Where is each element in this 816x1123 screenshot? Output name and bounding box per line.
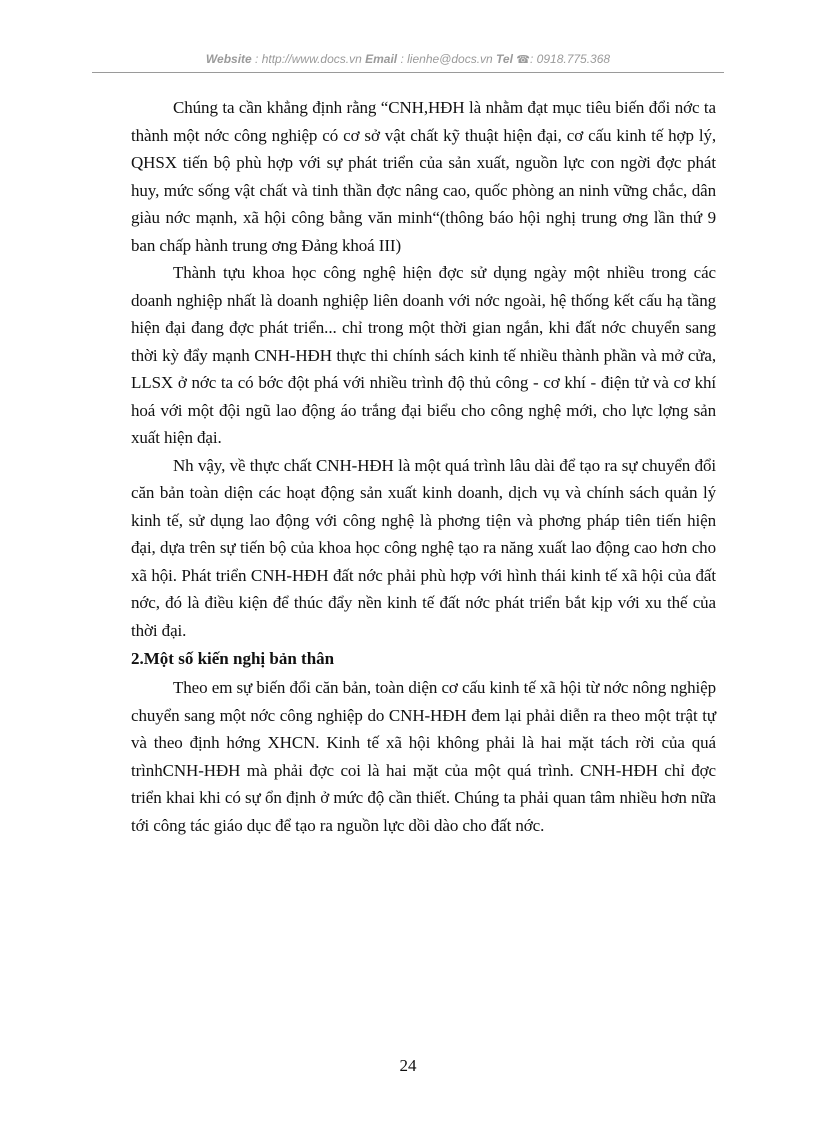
section-paragraph-1: Theo em sự biến đổi căn bản, toàn diện cơ cấu kinh tế xã hội từ nớc nông nghiệp chuyển sang một nớc công nghiệp do CNH-HĐH đem lại phải diễn ra theo một trật tự và theo định hớng XHCN. Kinh tế xã hội không phải là hai mặt tách rời của quá trìnhCNH-HĐH mà phải đợc coi là hai mặt của một quá trình. CNH-HĐH chỉ đợc triển khai khi có sự ổn định ở mức độ cần thiết. Chúng ta phải quan tâm nhiều hơn nữa tới công tác giáo dục để tạo ra nguồn lực dồi dào cho đất nớc. [131,678,716,835]
document-body [131,94,716,839]
section-heading: 2.Một số kiến nghị bản thân [131,649,335,668]
page-number: 24 [399,1056,417,1075]
phone-icon: ☎ [516,54,530,66]
paragraph-3: Nh vậy, về thực chất CNH-HĐH là một quá trình lâu dài để tạo ra sự chuyển đổi căn bản toàn diện các hoạt động sản xuất kinh doanh, dịch vụ và chính sách quản lý kinh tế, sử dụng lao động với công nghệ là phơng tiện và phơng pháp tiên tiến hiện đại, dựa trên sự tiến bộ của khoa học công nghệ tạo ra năng xuất lao động cao hơn cho xã hội. Phát triển CNH-HĐH đất nớc phải phù hợp với hình thái kinh tế xã hội của đất nớc, đó là điều kiện để thúc đẩy nền kinh tế đất nớc phát triển bắt kịp với xu thế của thời đại. [131,455,716,640]
page-header [92,50,724,73]
email-label: Email [365,52,398,66]
email-address: : lienhe@docs.vn [400,52,493,66]
tel-label: Tel [496,52,513,66]
website-url: : http://www.docs.vn [255,52,362,66]
paragraph-1: Chúng ta cần khẳng định rằng “CNH,HĐH là nhằm đạt mục tiêu biến đổi nớc ta thành một nớc công nghiệp có cơ sở vật chất kỹ thuật hiện đại, cơ cấu kinh tế hợp lý, QHSX tiến bộ phù hợp với sự phát triển của sản xuất, nguồn lực con ngời đợc phát huy, mức sống vật chất và tinh thần đợc nâng cao, quốc phòng an ninh vững chắc, dân giàu nớc mạnh, xã hội công bằng văn minh“(thông báo hội nghị trung ơng lần thứ 9 ban chấp hành trung ơng Đảng khoá III) [131,98,716,255]
website-label: Website [205,52,252,66]
phone-number: : 0918.775.368 [530,52,611,66]
paragraph-2: Thành tựu khoa học công nghệ hiện đợc sử dụng ngày một nhiều trong các doanh nghiệp nhất là doanh nghiệp liên doanh với nớc ngoài, hệ thống kết cấu hạ tầng hiện đại đang đợc phát triển... chỉ trong một thời gian ngắn, khi đất nớc chuyển sang thời kỳ đẩy mạnh CNH-HĐH thực thi chính sách kinh tế nhiều thành phần và mở cửa, LLSX ở nớc ta có bớc đột phá với nhiều trình độ thủ công - cơ khí - điện tử và cơ khí hoá với một đội ngũ lao động áo trắng đại biểu cho công nghệ mới, cho lực lợng sản xuất hiện đại. [131,263,716,447]
